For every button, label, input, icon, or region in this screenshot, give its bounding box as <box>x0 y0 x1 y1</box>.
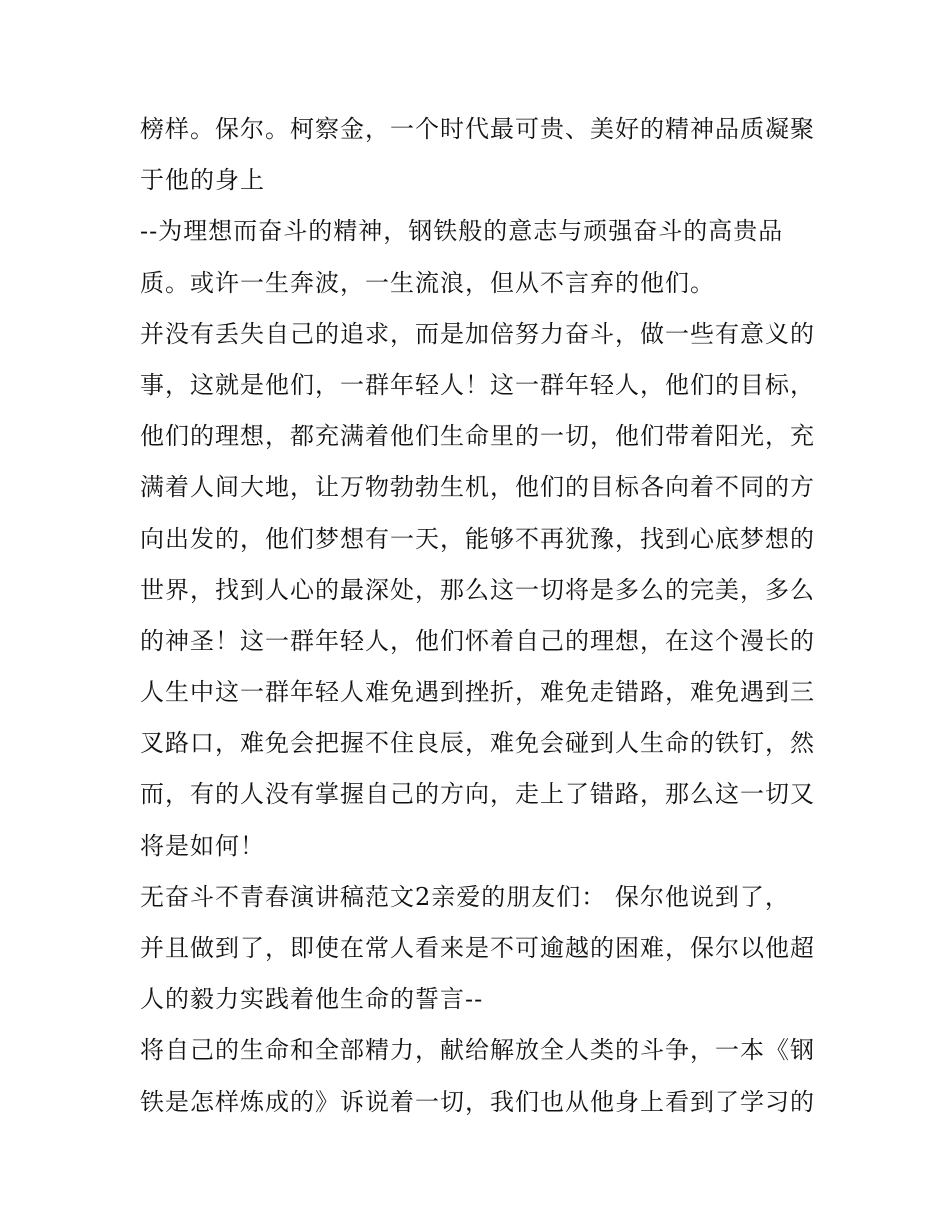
text-line: 而，有的人没有掌握自己的方向，走上了错路，那么这一切又 <box>140 780 815 809</box>
text-line: 事，这就是他们，一群年轻人！这一群年轻人，他们的目标， <box>140 370 815 399</box>
text-line: 他们的理想，都充满着他们生命里的一切，他们带着阳光，充 <box>140 422 815 451</box>
text-line: --为理想而奋斗的精神，钢铁般的意志与顽强奋斗的高贵品 <box>140 217 784 246</box>
text-line: 质。或许一生奔波，一生流浪，但从不言弃的他们。 <box>140 268 715 297</box>
text-line: 满着人间大地，让万物勃勃生机，他们的目标各向着不同的方 <box>140 473 815 502</box>
text-line: 的神圣！这一群年轻人，他们怀着自己的理想，在这个漫长的 <box>140 626 815 655</box>
text-line: 榜样。保尔。柯察金，一个时代最可贵、美好的精神品质凝聚 <box>140 115 815 143</box>
text-line: 人的毅力实践着他生命的誓言-- <box>140 985 484 1014</box>
text-line: 将是如何！ <box>140 831 265 860</box>
text-line: 无奋斗不青春演讲稿范文2亲爱的朋友们： 保尔他说到了， <box>140 882 790 911</box>
text-line: 并且做到了，即使在常人看来是不可逾越的困难，保尔以他超 <box>140 934 815 962</box>
text-line: 铁是怎样炼成的》诉说着一切，我们也从他身上看到了学习的 <box>140 1087 815 1116</box>
text-line: 向出发的，他们梦想有一天，能够不再犹豫，找到心底梦想的 <box>140 524 815 553</box>
body-text <box>140 104 820 1128</box>
text-line: 叉路口，难免会把握不住良辰，难免会碰到人生命的铁钉，然 <box>140 729 815 758</box>
text-line: 并没有丢失自己的追求，而是加倍努力奋斗，做一些有意义的 <box>140 319 815 348</box>
text-line: 人生中这一群年轻人难免遇到挫折，难免走错路，难免遇到三 <box>140 678 815 707</box>
text-line: 世界，找到人心的最深处，那么这一切将是多么的完美，多么 <box>140 575 815 604</box>
text-line: 于他的身上 <box>140 166 265 195</box>
text-line: 将自己的生命和全部精力，献给解放全人类的斗争，一本《钢 <box>140 1036 815 1065</box>
